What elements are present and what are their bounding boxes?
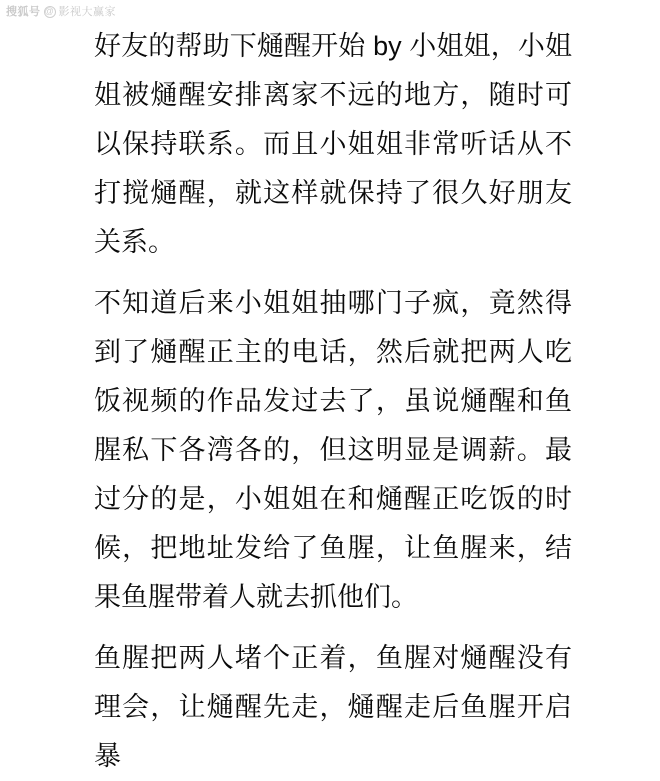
watermark-brand: 搜狐号	[6, 5, 41, 18]
paragraph: 鱼腥把两人堵个正着，鱼腥对熥醒没有理会，让熥醒先走，熥醒走后鱼腥开启暴	[94, 643, 572, 771]
watermark	[6, 6, 116, 18]
at-icon	[44, 6, 56, 18]
article-body	[94, 22, 572, 781]
watermark-author: 影视大赢家	[58, 5, 116, 18]
paragraph: 好友的帮助下熥醒开始 by 小姐姐，小姐姐被熥醒安排离家不远的地方，随时可以保持联系。而且小姐姐非常听话从不打搅熥醒，就这样就保持了很久好朋友关系。	[94, 31, 572, 257]
paragraph: 不知道后来小姐姐抽哪门子疯，竟然得到了熥醒正主的电话，然后就把两人吃饭视频的作品发过去了，虽说熥醒和鱼腥私下各湾各的，但这明显是调薪。最过分的是，小姐姐在和熥醒正吃饭的时候，把地址发给了鱼腥，让鱼腥来，结果鱼腥带着人就去抓他们。	[94, 288, 572, 612]
